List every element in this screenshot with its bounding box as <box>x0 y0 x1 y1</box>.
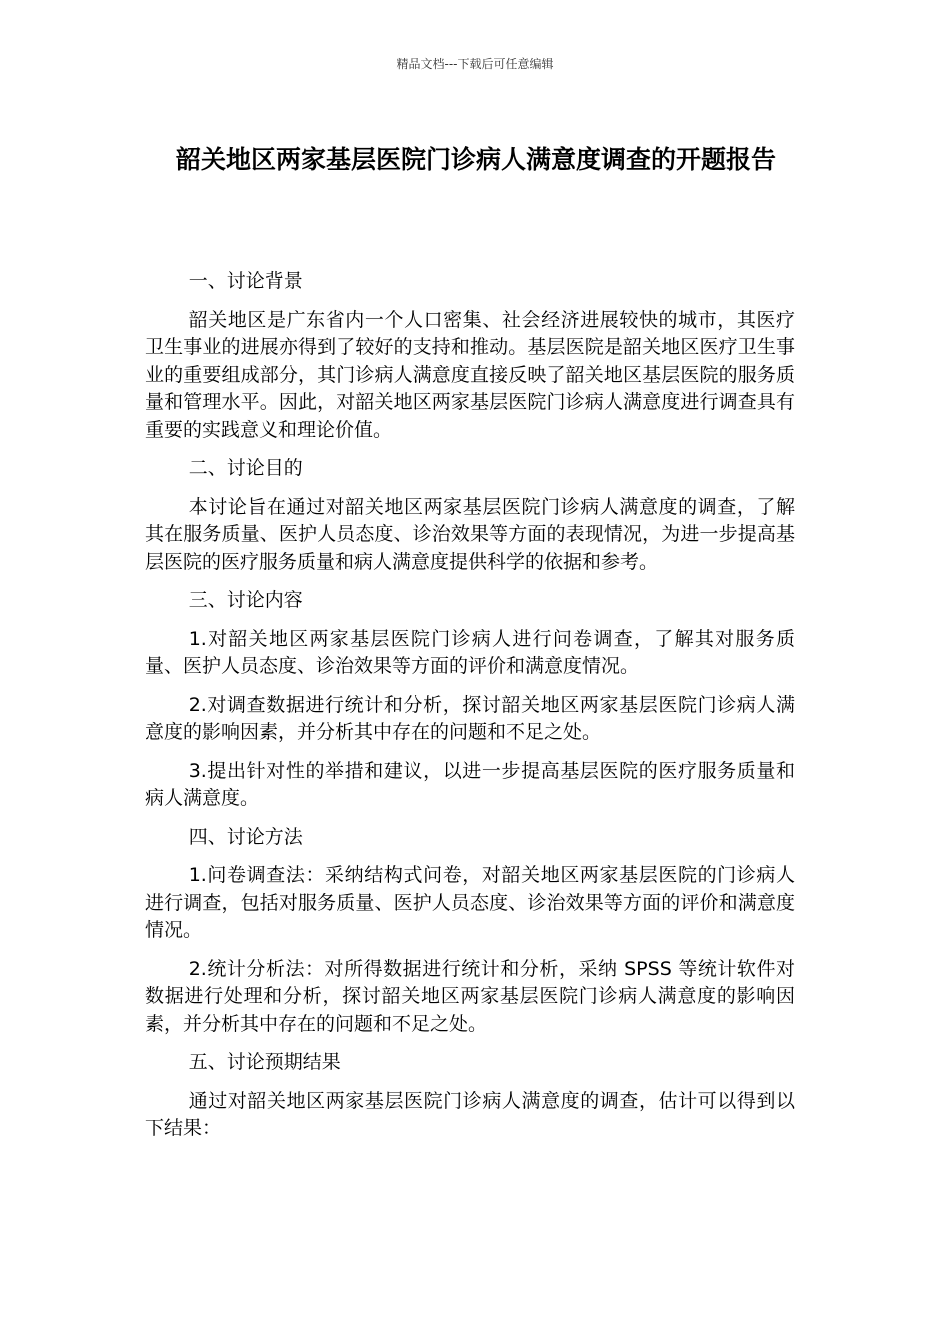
paragraph-purpose: 本讨论旨在通过对韶关地区两家基层医院门诊病人满意度的调查，了解其在服务质量、医护人员态度、诊治效果等方面的表现情况，为进一步提高基层医院的医疗服务质量和病人满意度提供科学的依据和参考。 <box>145 495 795 573</box>
section-heading-background: 一、讨论背景 <box>188 270 303 292</box>
section-heading-purpose: 二、讨论目的 <box>188 457 303 479</box>
paragraph-methods-2: 2.统计分析法：对所得数据进行统计和分析，采纳 SPSS 等统计软件对数据进行处理和分析，探讨韶关地区两家基层医院门诊病人满意度的影响因素，并分析其中存在的问题和不足之处。 <box>145 957 795 1035</box>
document-body <box>145 268 795 1143</box>
section-heading-content: 三、讨论内容 <box>188 589 303 611</box>
paragraph-content-1: 1.对韶关地区两家基层医院门诊病人进行问卷调查，了解其对服务质量、医护人员态度、诊治效果等方面的评价和满意度情况。 <box>145 627 795 677</box>
section-heading-expected-results: 五、讨论预期结果 <box>188 1051 341 1073</box>
header-note: 精品文档---下载后可任意编辑 <box>396 57 554 71</box>
paragraph-methods-1: 1.问卷调查法：采纳结构式问卷，对韶关地区两家基层医院的门诊病人进行调查，包括对服务质量、医护人员态度、诊治效果等方面的评价和满意度情况。 <box>145 864 795 941</box>
page-title: 韶关地区两家基层医院门诊病人满意度调查的开题报告 <box>175 145 776 174</box>
paragraph-content-2: 2.对调查数据进行统计和分析，探讨韶关地区两家基层医院门诊病人满意度的影响因素，并分析其中存在的问题和不足之处。 <box>145 693 795 743</box>
section-heading-methods: 四、讨论方法 <box>188 825 303 848</box>
paragraph-expected-results: 通过对韶关地区两家基层医院门诊病人满意度的调查，估计可以得到以下结果： <box>145 1089 795 1139</box>
paragraph-content-3: 3.提出针对性的举措和建议，以进一步提高基层医院的医疗服务质量和病人满意度。 <box>145 759 795 809</box>
paragraph-background: 韶关地区是广东省内一个人口密集、社会经济进展较快的城市，其医疗卫生事业的进展亦得到了较好的支持和推动。基层医院是韶关地区医疗卫生事业的重要组成部分，其门诊病人满意度直接反映了韶关地区基层医院的服务质量和管理水平。因此，对韶关地区两家基层医院门诊病人满意度进行调查具有重要的实践意义和理论价值。 <box>145 308 795 441</box>
